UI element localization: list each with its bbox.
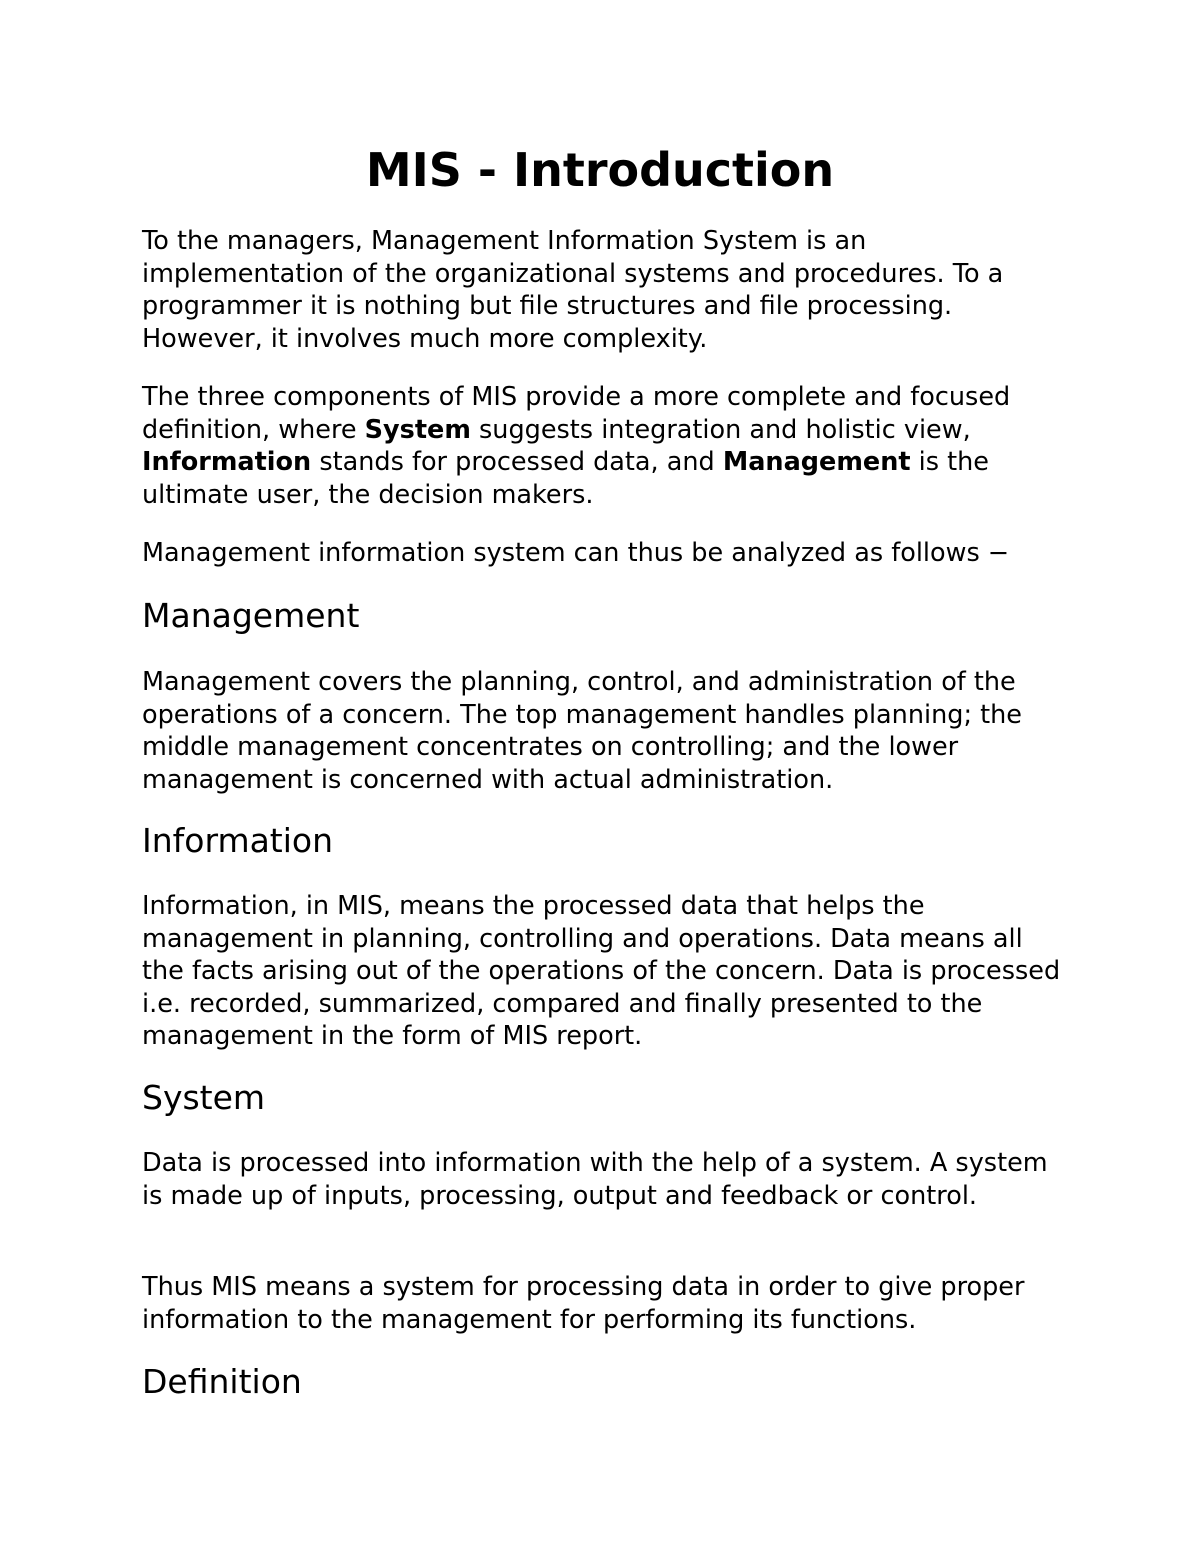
- section-heading-system: System: [142, 1078, 266, 1117]
- components-bold-management: Management: [722, 447, 911, 477]
- section-heading-information: Information: [142, 821, 334, 860]
- section-heading-definition: Definition: [142, 1362, 302, 1401]
- components-text-2: suggests integration and holistic view,: [470, 414, 971, 445]
- page-title: MIS - Introduction: [365, 143, 835, 197]
- information-paragraph: Information, in MIS, means the processed data that helps the management in planning, controlling and operations. Data means all the facts arising out of the operations of the concern. Data is processed i.e. recorded, summarized, compared and finally presented to the management in the form of MIS report.: [142, 891, 1061, 1051]
- system-paragraph-1: Data is processed into information with the help of a system. A system is made up of inputs, processing, output and feedback or control.: [142, 1148, 1048, 1211]
- components-bold-information: Information: [142, 447, 312, 477]
- components-text-1: The three components of MIS provide a more complete and focused definition, where: [142, 382, 1011, 445]
- analysis-lead-paragraph: Management information system can thus be analyzed as follows −: [142, 538, 1010, 568]
- components-text-3: stands for processed data, and: [311, 447, 723, 477]
- section-heading-management: Management: [142, 596, 360, 635]
- system-paragraph-2: Thus MIS means a system for processing data in order to give proper information to the management for performing its functions.: [142, 1272, 1025, 1335]
- components-text-4: is the ultimate user, the decision makers.: [142, 447, 989, 510]
- intro-paragraph: To the managers, Management Information System is an implementation of the organizational systems and procedures. To a programmer it is nothing but file structures and file processing. However, it involves much more complexity.: [142, 226, 1004, 354]
- components-paragraph: [142, 381, 1072, 511]
- management-paragraph: Management covers the planning, control, and administration of the operations of a concern. The top management handles planning; the middle management concentrates on controlling; and the lower management is concerned with actual administration.: [142, 667, 1022, 795]
- components-bold-system: System: [364, 414, 471, 445]
